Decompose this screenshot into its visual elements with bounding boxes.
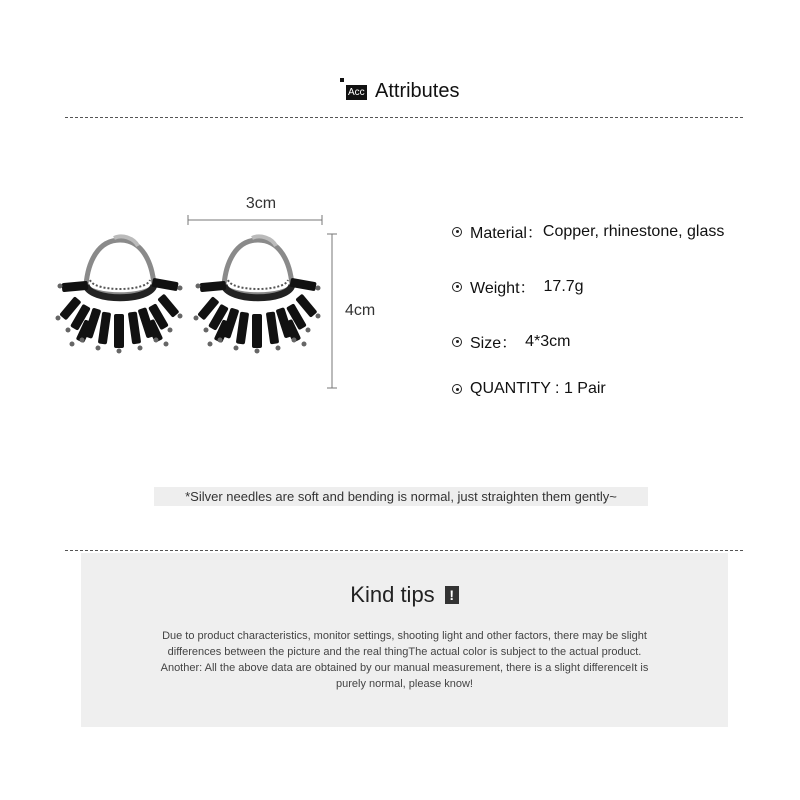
spec-value: Copper, rhinestone, glass: [542, 222, 725, 240]
spec-value: 17.7g: [543, 277, 584, 295]
spec-weight: [452, 275, 584, 298]
height-dimension-line: [327, 234, 337, 388]
page-title: Attributes: [375, 80, 460, 102]
spec-quantity: [452, 380, 606, 398]
product-image-earrings: [50, 190, 390, 400]
spec-material: [452, 220, 724, 243]
kind-tips-header: [81, 581, 728, 608]
section-header: [0, 78, 800, 108]
bullet-icon: [452, 227, 462, 237]
kind-tips-panel: [81, 553, 728, 727]
exclamation-icon: !: [445, 586, 459, 604]
acc-tag: Acc: [348, 87, 365, 98]
spec-label: Size：: [470, 335, 518, 352]
care-note: *Silver needles are soft and bending is normal, just straighten them gently~: [154, 487, 648, 506]
width-label: 3cm: [245, 195, 277, 212]
decorative-dot: [340, 78, 344, 82]
tips-line: differences between the picture and the real thingThe actual color is subject to the actual product.: [167, 646, 642, 658]
height-label: 4cm: [345, 302, 376, 319]
kind-tips-title: Kind tips: [350, 582, 435, 608]
bullet-icon: [452, 384, 462, 394]
bullet-icon: [452, 282, 462, 292]
earring-left: [56, 236, 183, 353]
divider-top: [65, 117, 743, 118]
spec-label: Weight：: [470, 280, 536, 297]
spec-label: QUANTITY : 1 Pair: [470, 380, 606, 397]
spec-label: Material：: [470, 225, 543, 242]
spec-size: [452, 330, 571, 353]
tips-line: Another: All the above data are obtained by our manual measurement, there is a slight differenceIt is: [160, 662, 649, 674]
divider-bottom: [65, 550, 743, 551]
kind-tips-text: [111, 628, 698, 692]
tips-line: purely normal, please know!: [336, 678, 473, 690]
bullet-icon: [452, 337, 462, 347]
earring-right: [194, 236, 321, 353]
width-dimension-line: [188, 215, 322, 225]
tips-line: Due to product characteristics, monitor settings, shooting light and other factors, there may be slight: [162, 630, 647, 642]
spec-value: 4*3cm: [525, 332, 571, 350]
